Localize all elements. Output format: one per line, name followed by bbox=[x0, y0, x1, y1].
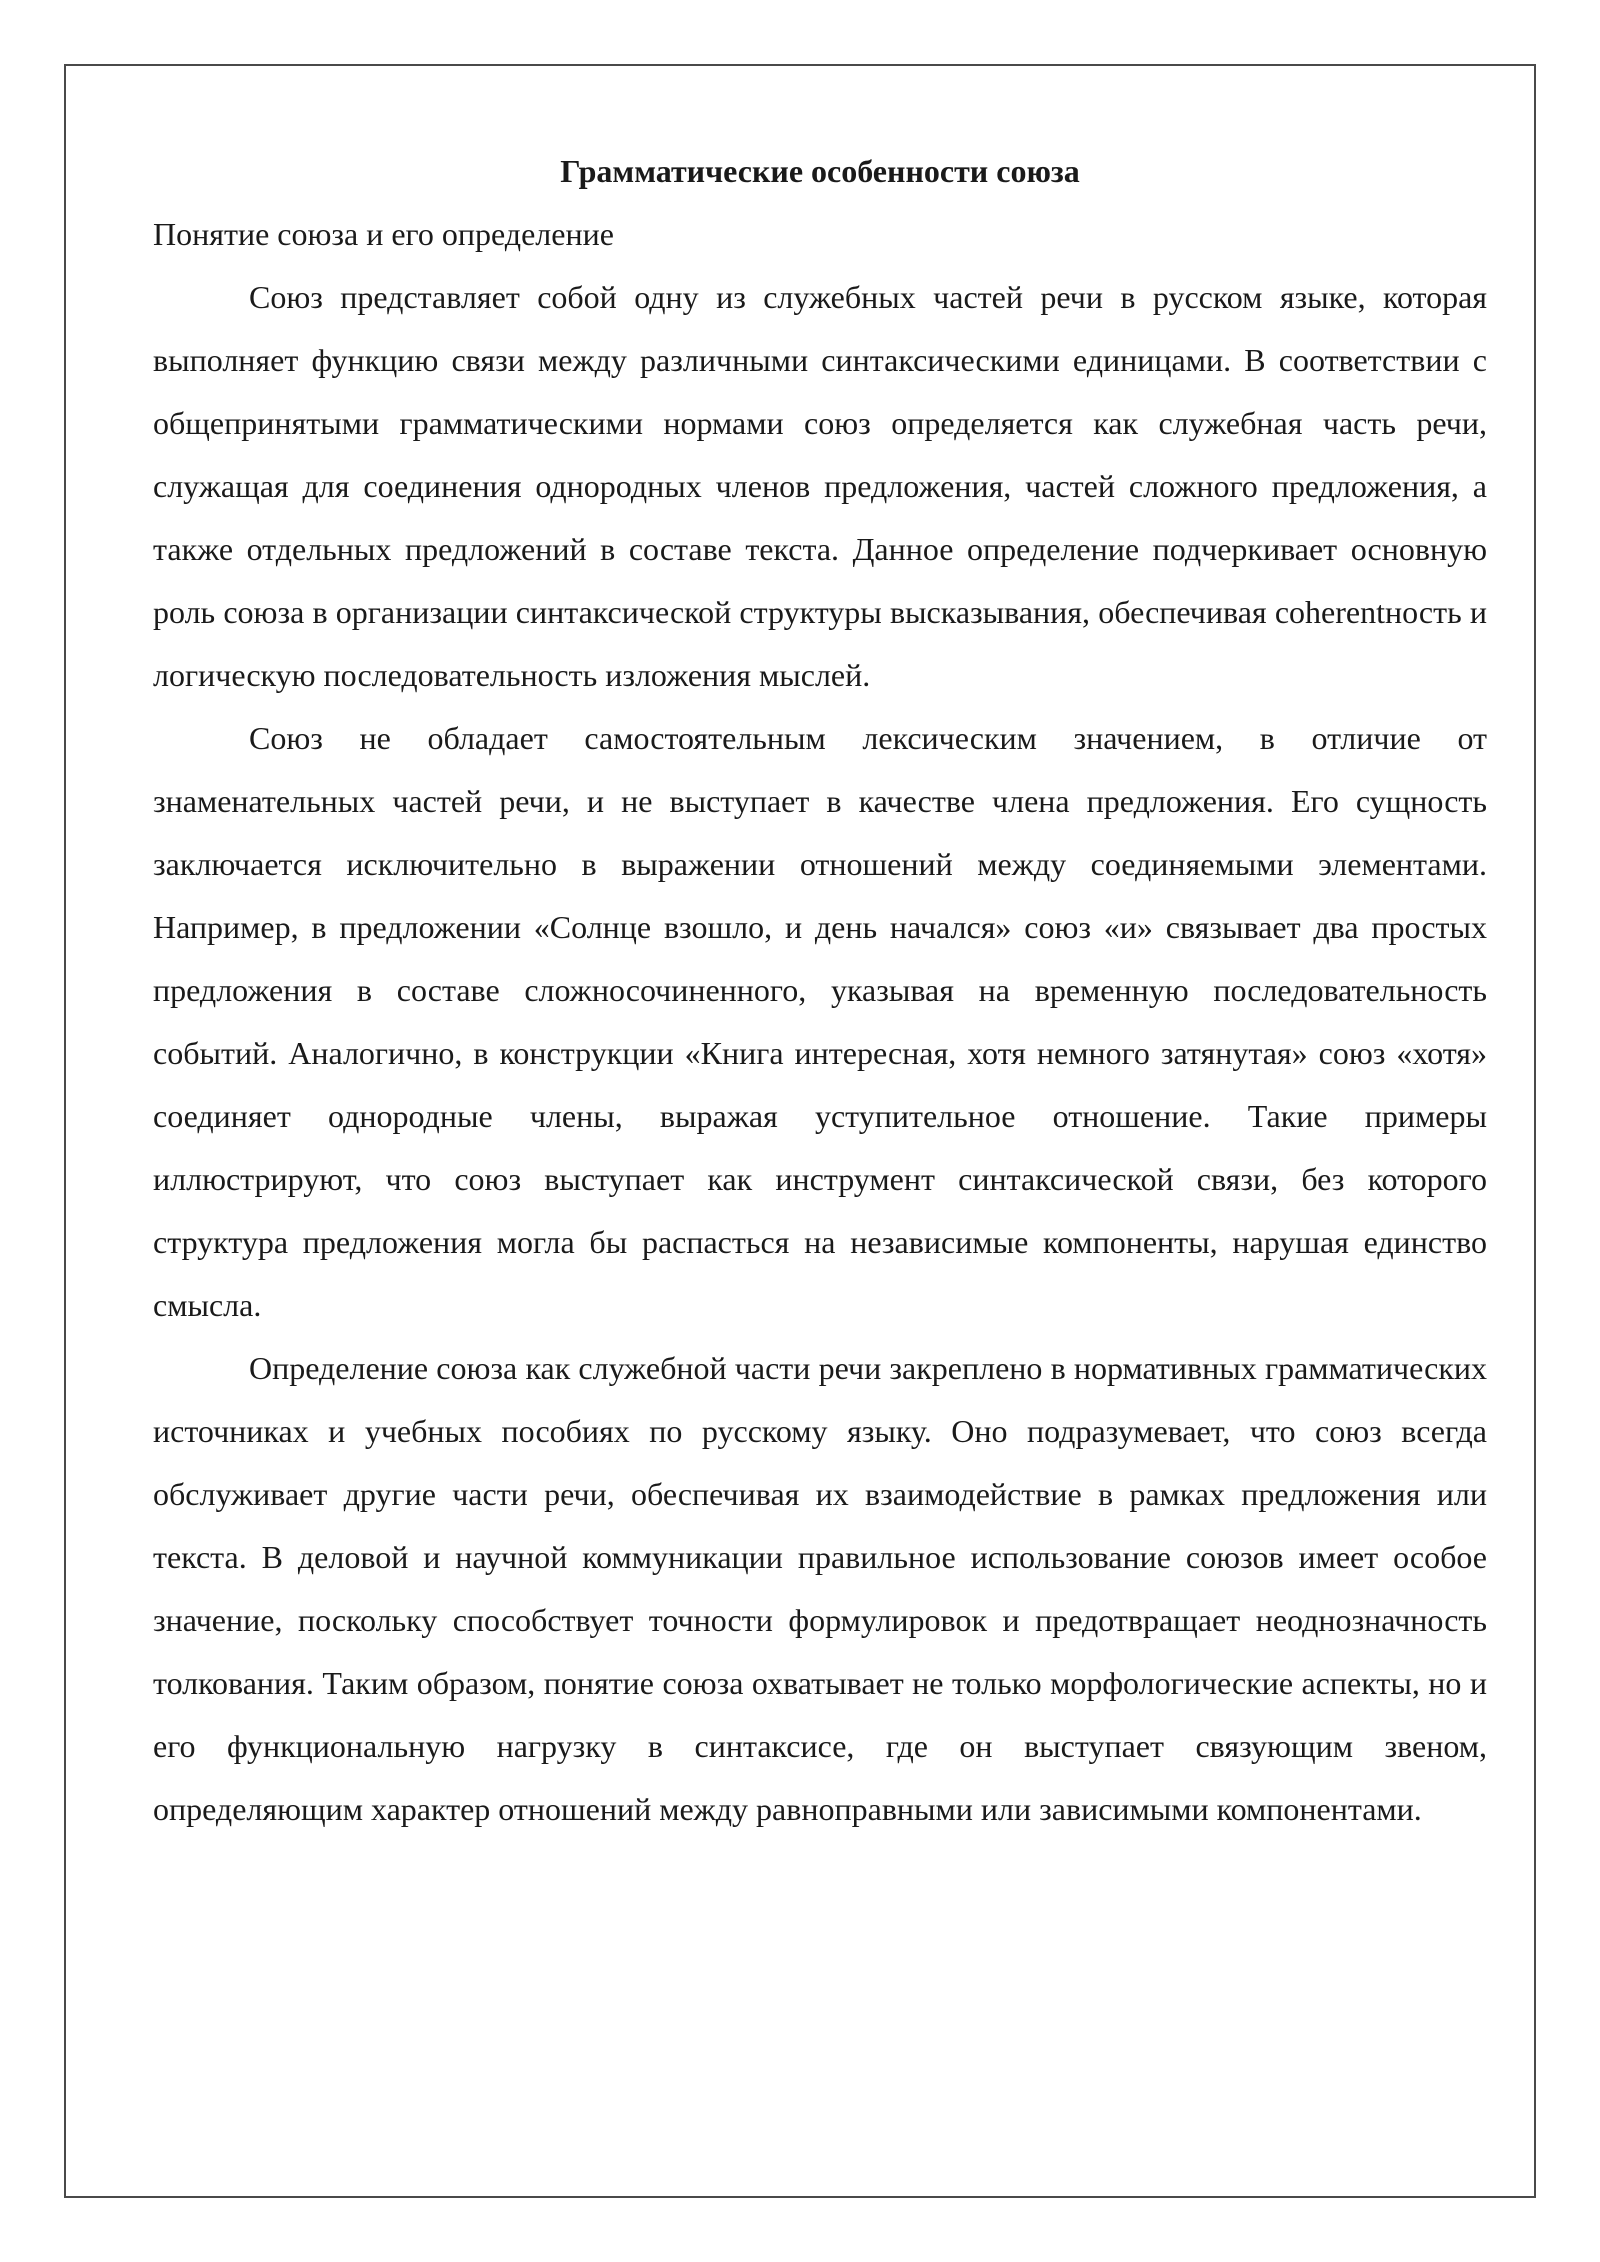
paragraph-2: Союз не обладает самостоятельным лексическим значением, в отличие от знаменательных частей речи, и не выступает в качестве члена предложения. Его сущность заключается исключительно в выражении отношений между соединяемыми элементами. Например, в предложении «Солнце взошло, и день начался» союз «и» связывает два простых предложения в составе сложносочиненного, указывая на временную последовательность событий. Аналогично, в конструкции «Книга интересная, хотя немного затянутая» союз «хотя» соединяет однородные члены, выражая уступительное отношение. Такие примеры иллюстрируют, что союз выступает как инструмент синтаксической связи, без которого структура предложения могла бы распасться на независимые компоненты, нарушая единство смысла. bbox=[153, 720, 1487, 1323]
section-heading: Понятие союза и его определение bbox=[153, 216, 614, 252]
document-title: Грамматические особенности союза bbox=[560, 153, 1080, 189]
document-body bbox=[153, 140, 1487, 1841]
paragraph-1: Союз представляет собой одну из служебных частей речи в русском языке, которая выполняет функцию связи между различными синтаксическими единицами. В соответствии с общепринятыми грамматическими нормами союз определяется как служебная часть речи, служащая для соединения однородных членов предложения, частей сложного предложения, а также отдельных предложений в составе текста. Данное определение подчеркивает основную роль союза в организации синтаксической структуры высказывания, обеспечивая coherentность и логическую последовательность изложения мыслей. bbox=[153, 279, 1487, 693]
paragraph-3: Определение союза как служебной части речи закреплено в нормативных грамматических источниках и учебных пособиях по русскому языку. Оно подразумевает, что союз всегда обслуживает другие части речи, обеспечивая их взаимодействие в рамках предложения или текста. В деловой и научной коммуникации правильное использование союзов имеет особое значение, поскольку способствует точности формулировок и предотвращает неоднозначность толкования. Таким образом, понятие союза охватывает не только морфологические аспекты, но и его функциональную нагрузку в синтаксисе, где он выступает связующим звеном, определяющим характер отношений между равноправными или зависимыми компонентами. bbox=[153, 1350, 1487, 1827]
